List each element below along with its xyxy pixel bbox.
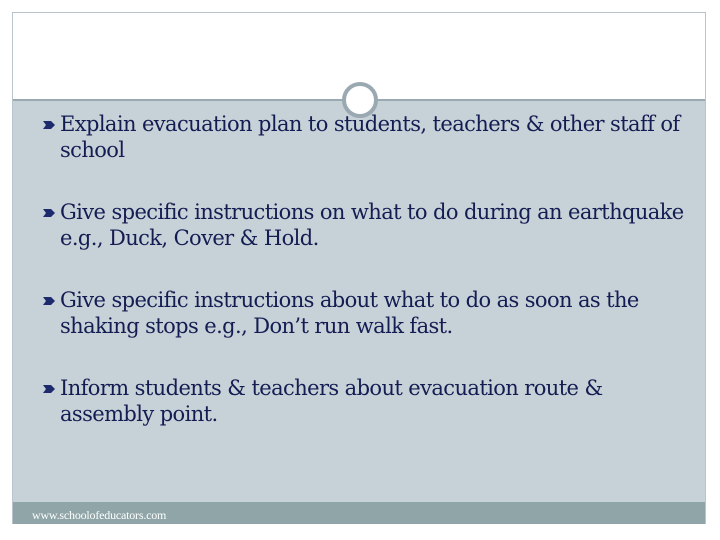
- bullet-text: Give specific instructions on what to do during an earthquake e.g., Duck, Cover & Hold.: [60, 200, 684, 250]
- bullet-item: [42, 287, 692, 339]
- bullet-list: [42, 111, 692, 463]
- footer-website: www.schoolofeducators.com: [32, 508, 167, 522]
- arrow-bullet-icon: [42, 295, 56, 307]
- arrow-bullet-icon: [42, 207, 56, 219]
- arrow-bullet-icon: [42, 119, 56, 131]
- bullet-text: Inform students & teachers about evacuation route & assembly point.: [60, 376, 603, 426]
- bullet-text: Give specific instructions about what to do as soon as the shaking stops e.g., Don’t run walk fast.: [60, 288, 639, 338]
- arrow-bullet-icon: [42, 383, 56, 395]
- bullet-item: [42, 375, 692, 427]
- bullet-item: [42, 111, 692, 163]
- bullet-text: Explain evacuation plan to students, teachers & other staff of school: [60, 112, 680, 162]
- bullet-item: [42, 199, 692, 251]
